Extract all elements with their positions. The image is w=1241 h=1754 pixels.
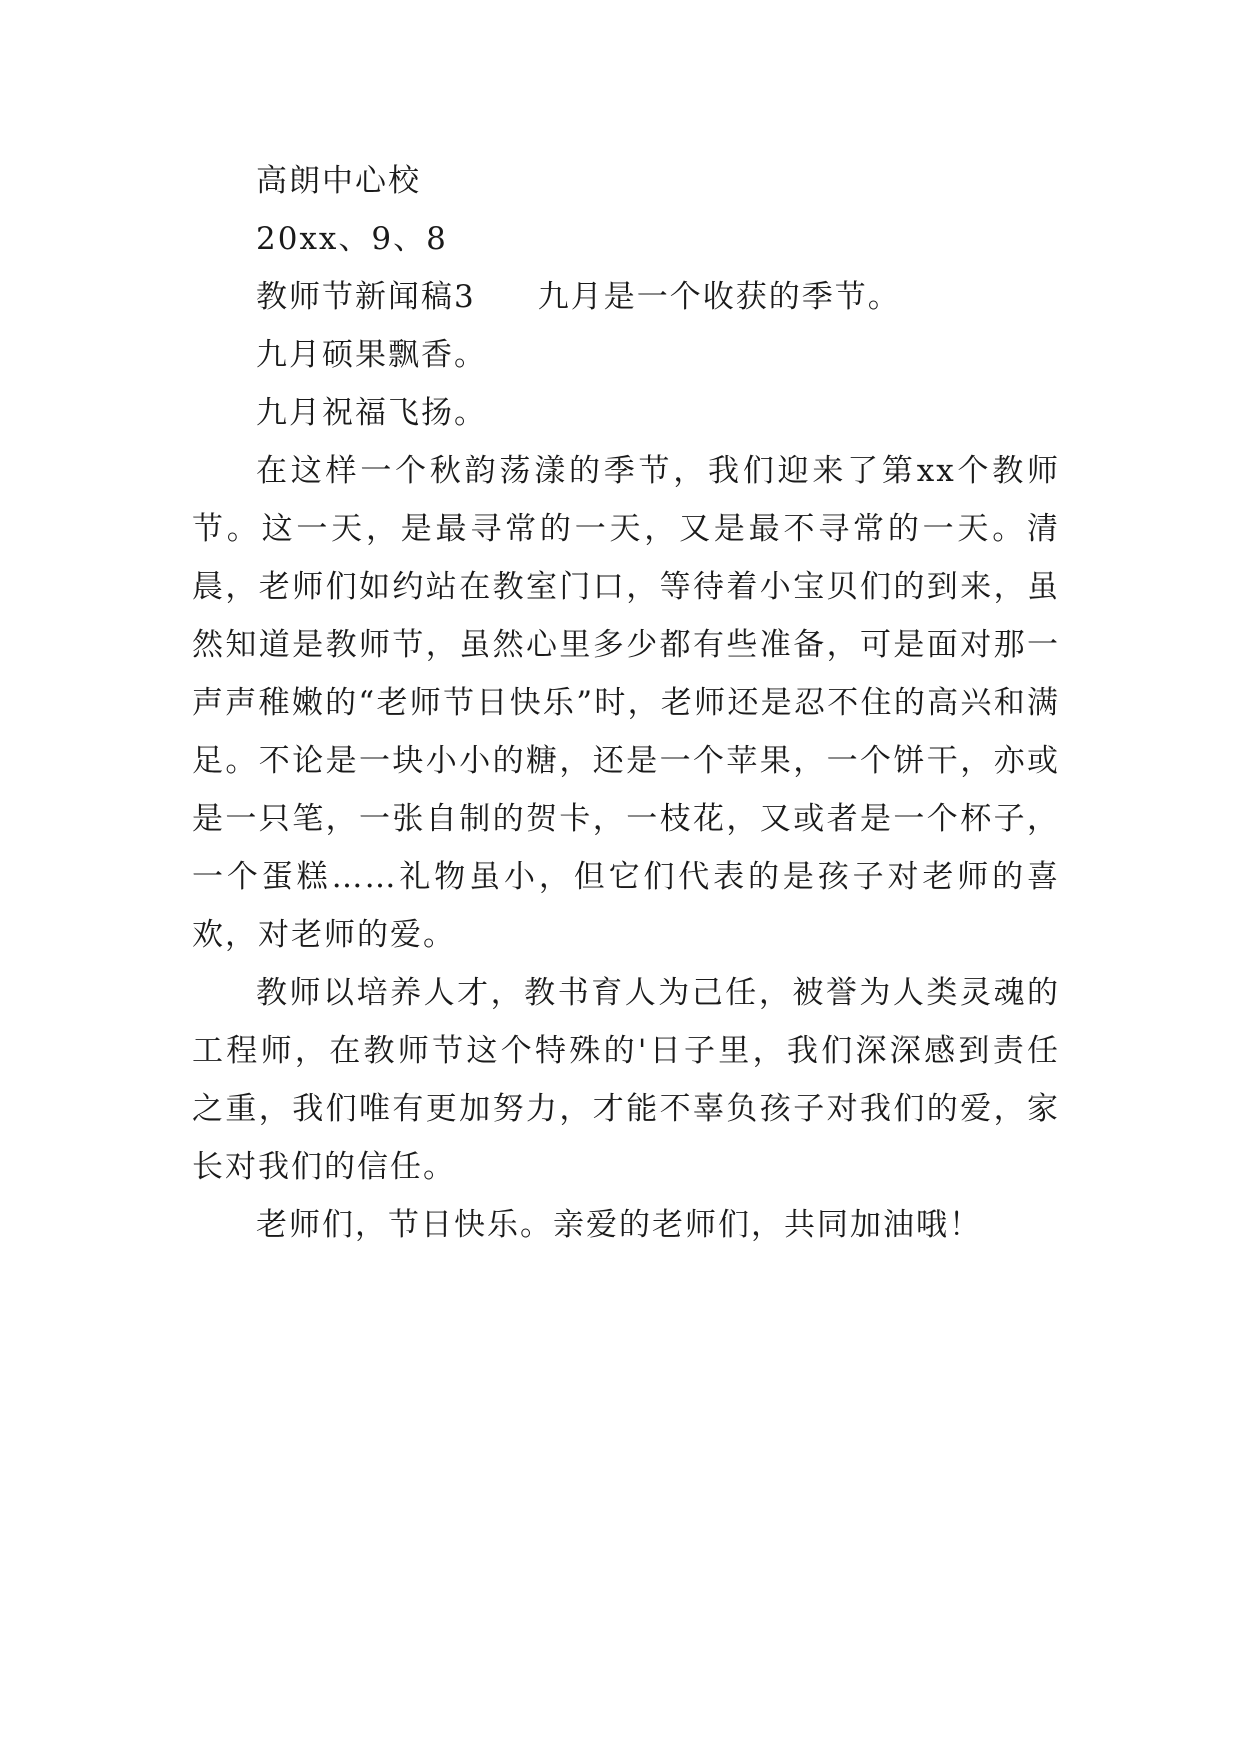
body-paragraph: 在这样一个秋韵荡漾的季节，我们迎来了第xx个教师节。这一天，是最寻常的一天，又是最不寻常的一天。清晨，老师们如约站在教室门口，等待着小宝贝们的到来，虽然知道是教师节，虽然心里多少都有些准备，可是面对那一声声稚嫩的“老师节日快乐”时，老师还是忍不住的高兴和满足。不论是一块小小的糖，还是一个苹果，一个饼干，亦或是一只笔，一张自制的贺卡，一枝花，又或者是一个杯子，一个蛋糕……礼物虽小，但它们代表的是孩子对老师的喜欢，对老师的爱。 [192,453,1060,953]
heading-line [192,268,1060,326]
school-name: 高朗中心校 [256,163,421,199]
document-date: 20xx、9、8 [256,221,448,257]
article-title: 教师节新闻稿3 [256,279,476,315]
body-paragraph: 教师以培养人才，教书育人为己任，被誉为人类灵魂的工程师，在教师节这个特殊的'日子里，我们深深感到责任之重，我们唯有更加努力，才能不辜负孩子对我们的爱，家长对我们的信任。 [192,975,1060,1185]
short-line: 九月祝福飞扬。 [256,395,487,431]
article-lead: 九月是一个收获的季节。 [537,279,901,315]
short-line: 九月硕果飘香。 [256,337,487,373]
document-body [192,152,1060,1254]
closing-paragraph: 老师们，节日快乐。亲爱的老师们，共同加油哦！ [256,1207,982,1243]
